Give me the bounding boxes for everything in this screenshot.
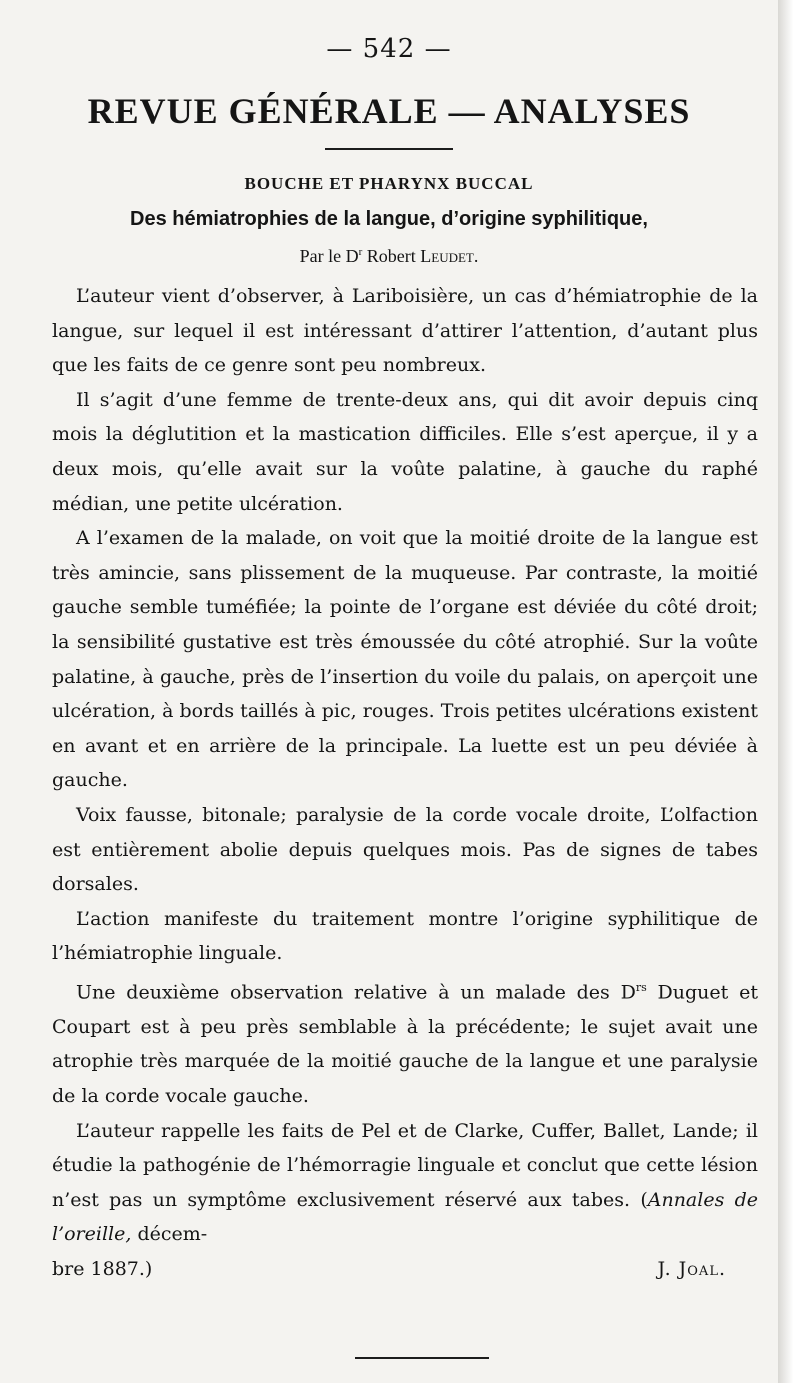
paragraph-5: L’action manifeste du traitement montre l’origine syphilitique de l’hémiatrophie linguale.: [52, 907, 758, 965]
paragraph-1: L’auteur vient d’observer, à Lariboisière, un cas d’hémiatrophie de la langue, sur lequel il est intéressant d’attirer l’attention, d’autant plus que les faits de ce genre sont peu nombreux.: [52, 285, 758, 377]
paragraph-2: Il s’agit d’une femme de trente-deux ans, qui dit avoir depuis cinq mois la déglutition et la mastication difficiles. Elle s’est aperçue, il y a deux mois, qu’elle avait sur la voûte palatine, à gauche du raphé médian, une petite ulcération.: [52, 388, 758, 515]
source-date-part1: décem-: [131, 1223, 208, 1246]
paragraph-3: A l’examen de la malade, on voit que la moitié droite de la langue est très amincie, sans plissement de la muqueuse. Par contraste, la moitié gauche semble tuméfiée; la pointe de l’organe est déviée du côté droit; la sensibilité gustative est très émoussée du côté atrophié. Sur la voûte palatine, à gauche, près de l’insertion du voile du palais, on aperçoit une ulcération, à bords taillés à pic, rouges. Trois petites ulcérations existent en avant et en arrière de la principale. La luette est un peu déviée à gauche.: [52, 527, 758, 792]
byline-sup: r: [358, 246, 363, 258]
paragraph-6-rest: Duguet et Coupart est à peu près semblable à la précédente; le sujet avait une atrophie très marquée de la moitié gauche de la langue et une paralysie de la corde vocale gauche.: [52, 981, 758, 1107]
paragraph-7-text: L’auteur rappelle les faits de Pel et de Clarke, Cuffer, Ballet, Lande; il étudie la pathogénie de l’hémorragie linguale et conclut que cette lésion n’est pas un symptôme exclusivement réservé aux tabes. (: [52, 1119, 758, 1211]
source-journal: Annales de l’oreille,: [52, 1188, 758, 1246]
end-separator-rule: [355, 1357, 489, 1359]
signature: J. Joal.: [657, 1257, 726, 1280]
byline: [0, 246, 778, 267]
title-separator-rule: [325, 148, 453, 150]
paragraph-6-start: Une deuxième observation relative à un malade des D: [76, 981, 636, 1004]
article-body: [52, 279, 758, 1287]
page-number: — 542 —: [326, 34, 452, 64]
paragraph-6-sup: rs: [635, 980, 647, 994]
byline-author-first: Robert: [366, 246, 416, 266]
section-heading: BOUCHE ET PHARYNX BUCCAL: [244, 174, 534, 193]
running-title: REVUE GÉNÉRALE — ANALYSES: [87, 91, 691, 131]
paragraph-6: [52, 971, 758, 1114]
source-line: [52, 1252, 758, 1287]
source-date-part2: bre 1887.): [52, 1257, 153, 1280]
article-title: Des hémiatrophies de la langue, d’origine syphilitique,: [130, 208, 648, 230]
byline-author-last: Leudet.: [420, 246, 479, 266]
paragraph-7: [52, 1114, 758, 1252]
page-edge-shadow: [778, 0, 800, 1383]
byline-prefix: Par le D: [299, 246, 359, 266]
paragraph-4: Voix fausse, bitonale; paralysie de la corde vocale droite, L’olfaction est entièrement abolie depuis quelques mois. Pas de signes de tabes dorsales.: [52, 803, 758, 896]
